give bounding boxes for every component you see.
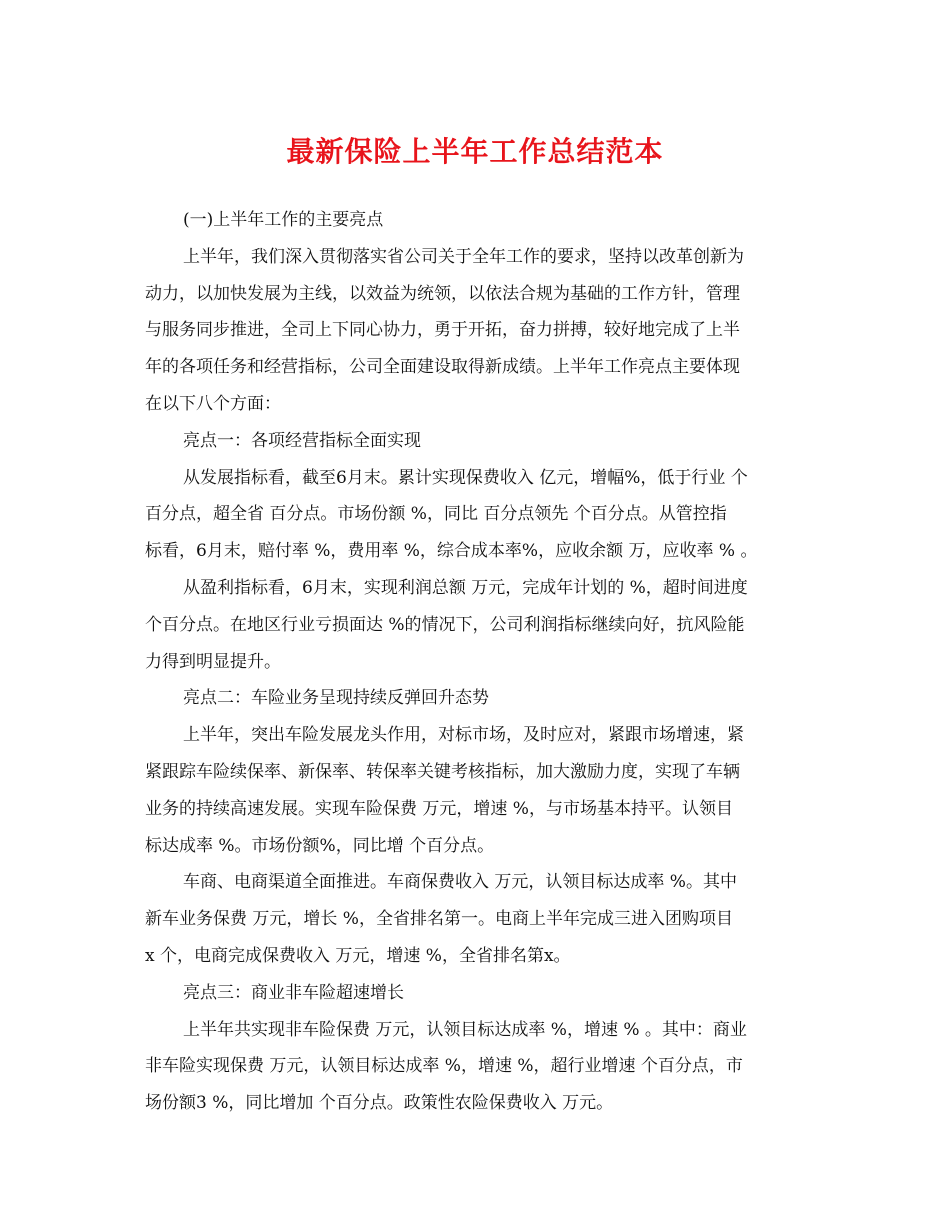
- text-line: 亮点三：商业非车险超速增长: [183, 982, 404, 1003]
- text-line: 新车业务保费 万元，增长 %，全省排名第一。电商上半年完成三进入团购项目: [145, 909, 733, 930]
- document-body: [145, 202, 809, 1122]
- text-line: 亮点一：各项经营指标全面实现: [183, 430, 421, 451]
- text-line: 上半年共实现非车险保费 万元，认领目标达成率 %，增速 % 。其中：商业: [183, 1019, 747, 1040]
- text-line: 与服务同步推进，全司上下同心协力，勇于开拓，奋力拼搏，较好地完成了上半: [145, 320, 740, 341]
- document-title: 最新保险上半年工作总结范本: [286, 135, 664, 168]
- text-line: 车商、电商渠道全面推进。车商保费收入 万元，认领目标达成率 %。其中: [183, 872, 737, 893]
- text-line: 紧跟踪车险续保率、新保率、转保率关键考核指标，加大激励力度，实现了车辆: [145, 761, 740, 782]
- text-line: 标达成率 %。市场份额%，同比增 个百分点。: [145, 835, 495, 856]
- text-line: 非车险实现保费 万元，认领目标达成率 %，增速 %，超行业增速 个百分点，市: [145, 1056, 743, 1077]
- text-line: 场份额3 %，同比增加 个百分点。政策性农险保费收入 万元。: [145, 1093, 614, 1114]
- text-line: 业务的持续高速发展。实现车险保费 万元，增速 %，与市场基本持平。认领目: [145, 798, 733, 819]
- text-line: 力得到明显提升。: [145, 651, 281, 672]
- text-line: (一)上半年工作的主要亮点: [183, 210, 384, 230]
- text-line: 从发展指标看，截至6月末。累计实现保费收入 亿元，增幅%，低于行业 个: [183, 467, 748, 488]
- text-line: 上半年，突出车险发展龙头作用，对标市场，及时应对，紧跟市场增速，紧: [183, 725, 744, 746]
- text-line: 在以下八个方面：: [145, 393, 281, 414]
- text-line: 个百分点。在地区行业亏损面达 %的情况下，公司利润指标继续向好，抗风险能: [145, 614, 745, 635]
- text-line: x 个，电商完成保费收入 万元，增速 %，全省排名第x。: [145, 945, 571, 966]
- text-line: 百分点，超全省 百分点。市场份额 %，同比 百分点领先 个百分点。从管控指: [145, 504, 727, 525]
- text-line: 标看，6月末，赔付率 %，费用率 %，综合成本率%，应收余额 万，应收率 % 。: [145, 541, 758, 562]
- text-line: 上半年，我们深入贯彻落实省公司关于全年工作的要求，坚持以改革创新为: [183, 246, 744, 267]
- text-line: 从盈利指标看，6月末，实现利润总额 万元，完成年计划的 %，超时间进度: [183, 577, 748, 598]
- text-line: 亮点二：车险业务呈现持续反弹回升态势: [183, 688, 489, 709]
- text-line: 年的各项任务和经营指标，公司全面建设取得新成绩。上半年工作亮点主要体现: [145, 357, 740, 378]
- text-line: 动力，以加快发展为主线，以效益为统领，以依法合规为基础的工作方针，管理: [145, 283, 740, 304]
